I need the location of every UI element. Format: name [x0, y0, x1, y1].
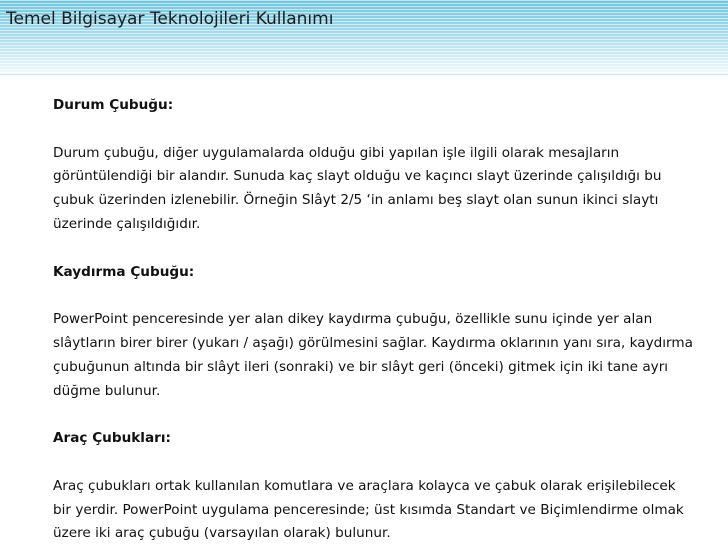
section-heading-durum-cubugu: Durum Çubuğu: — [53, 97, 174, 113]
slide-header-band — [0, 0, 728, 74]
section-text-durum-cubugu: Durum çubuğu, diğer uygulamalarda olduğu gibi yapılan işle ilgili olarak mesajların görüntülendiği bir alandır. Sunuda kaç slayt olduğu ve kaçıncı slayt üzerinde çalışıldığı bu çubuk üzerinden izlenebilir. Örneğin Slâyt 2/5 ‘in anlamı beş slayt olan sunun ikinci slaytı üzerinde çalışıldığıdır. — [53, 144, 662, 232]
section-text-arac-cubuklari: Araç çubukları ortak kullanılan komutlara ve araçlara kolayca ve çabuk olarak erişilebilecek bir yerdir. PowerPoint uygulama penceresinde; üst kısımda Standart ve Biçimlendirme olmak üzere iki araç çubuğu (varsayılan olarak) bulunur. — [53, 477, 684, 542]
spacer — [53, 118, 693, 142]
section-text-kaydirma-cubugu: PowerPoint penceresinde yer alan dikey kaydırma çubuğu, özellikle sunu içinde yer alan slâytların birer birer (yukarı / aşağı) görülmesini sağlar. Kaydırma oklarının yanı sıra, kaydırma çubuğunun altında bir slâyt ileri (sonraki) ve bir slâyt geri (önceki) gitmek için iki tane ayrı düğme bulunur. — [53, 311, 693, 399]
header-divider — [0, 74, 728, 75]
slide-title: Temel Bilgisayar Teknolojileri Kullanımı — [6, 9, 334, 29]
slide-body — [53, 94, 693, 546]
spacer — [53, 403, 693, 427]
section-heading-arac-cubuklari: Araç Çubukları: — [53, 430, 171, 447]
section-heading-kaydirma-cubugu: Kaydırma Çubuğu: — [53, 263, 195, 280]
spacer — [53, 451, 693, 475]
spacer — [53, 284, 693, 308]
spacer — [53, 237, 693, 261]
